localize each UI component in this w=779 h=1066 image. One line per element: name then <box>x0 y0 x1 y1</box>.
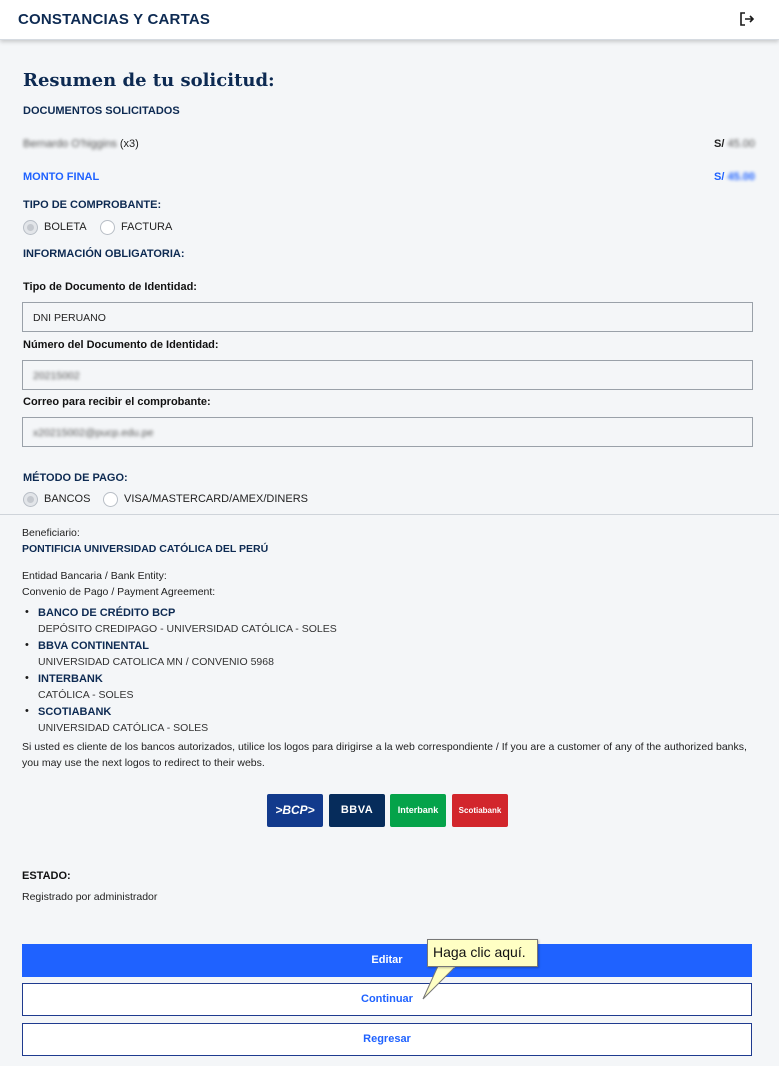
radio-bancos[interactable] <box>23 492 38 507</box>
status-value: Registrado por administrador <box>22 891 158 903</box>
bank-desc: UNIVERSIDAD CATÓLICA - SOLES <box>38 722 209 734</box>
bank-list <box>22 606 337 738</box>
bank-entity-label: Entidad Bancaria / Bank Entity: <box>22 570 167 582</box>
continue-button[interactable]: Continuar <box>22 983 752 1016</box>
final-currency: S/ <box>714 171 725 183</box>
radio-factura-label[interactable]: FACTURA <box>121 221 173 233</box>
radio-cards-label[interactable]: VISA/MASTERCARD/AMEX/DINERS <box>124 493 308 505</box>
interbank-logo-link[interactable]: Interbank <box>390 794 446 827</box>
required-info-label: INFORMACIÓN OBLIGATORIA: <box>23 248 185 260</box>
bank-desc: UNIVERSIDAD CATOLICA MN / CONVENIO 5968 <box>38 656 274 668</box>
bank-item <box>22 606 337 637</box>
tooltip-callout: Haga clic aquí. <box>427 939 538 967</box>
page-title: CONSTANCIAS Y CARTAS <box>18 11 211 28</box>
edit-button[interactable]: Editar <box>22 944 752 977</box>
bank-name: • SCOTIABANK <box>38 706 112 718</box>
documents-label: DOCUMENTOS SOLICITADOS <box>23 105 180 117</box>
document-qty: (x3) <box>119 138 139 150</box>
radio-boleta-label[interactable]: BOLETA <box>44 221 87 233</box>
tooltip-pointer <box>420 965 480 1005</box>
final-amount <box>714 171 755 183</box>
summary-heading: Resumen de tu solicitud: <box>23 70 275 91</box>
bbva-logo-link[interactable]: BBVA <box>329 794 385 827</box>
section-divider <box>0 514 779 515</box>
doc-number-field[interactable] <box>22 360 753 390</box>
beneficiary-label: Beneficiario: <box>22 527 80 539</box>
bank-item <box>22 672 337 703</box>
radio-bancos-label[interactable]: BANCOS <box>44 493 91 505</box>
final-amount-label: MONTO FINAL <box>23 171 100 183</box>
currency: S/ <box>714 138 725 150</box>
document-amount: 45.00 <box>727 138 755 150</box>
status-label: ESTADO: <box>22 870 71 882</box>
document-name: Bernardo O'higgins <box>23 138 117 150</box>
logout-icon[interactable] <box>739 11 755 27</box>
doc-type-label: Tipo de Documento de Identidad: <box>23 281 197 293</box>
bank-name: • INTERBANK <box>38 673 103 685</box>
bank-name: • BBVA CONTINENTAL <box>38 640 150 652</box>
final-amount-value: 45.00 <box>727 171 755 183</box>
bank-item <box>22 639 337 670</box>
doc-number-label: Número del Documento de Identidad: <box>23 339 219 351</box>
doc-number-value: 20215002 <box>33 370 80 382</box>
bank-desc: CATÓLICA - SOLES <box>38 689 134 701</box>
bank-note: Si usted es cliente de los bancos autorizados, utilice los logos para dirigirse a la web correspondiente / If you are a customer of any of the authorized banks, you may use the next logos to redirect to their webs. <box>22 741 747 769</box>
bank-item <box>22 705 337 736</box>
receipt-type-label: TIPO DE COMPROBANTE: <box>23 199 162 211</box>
bank-desc: DEPÓSITO CREDIPAGO - UNIVERSIDAD CATÓLICA - SOLES <box>38 623 337 635</box>
beneficiary-name: PONTIFICIA UNIVERSIDAD CATÓLICA DEL PERÚ <box>22 543 269 555</box>
bcp-logo-link[interactable]: >BCP> <box>267 794 323 827</box>
email-label: Correo para recibir el comprobante: <box>23 396 211 408</box>
document-price <box>714 138 755 150</box>
document-item <box>23 138 139 150</box>
scotiabank-logo-link[interactable]: Scotiabank <box>452 794 508 827</box>
bank-name: • BANCO DE CRÉDITO BCP <box>38 607 176 619</box>
radio-factura[interactable] <box>100 220 115 235</box>
radio-boleta[interactable] <box>23 220 38 235</box>
doc-type-field[interactable]: DNI PERUANO <box>22 302 753 332</box>
payment-method-label: MÉTODO DE PAGO: <box>23 472 128 484</box>
email-field[interactable] <box>22 417 753 447</box>
radio-cards[interactable] <box>103 492 118 507</box>
email-value: x20215002@pucp.edu.pe <box>33 427 154 439</box>
payment-agreement-label: Convenio de Pago / Payment Agreement: <box>22 586 216 598</box>
top-bar <box>0 0 779 40</box>
back-button[interactable]: Regresar <box>22 1023 752 1056</box>
